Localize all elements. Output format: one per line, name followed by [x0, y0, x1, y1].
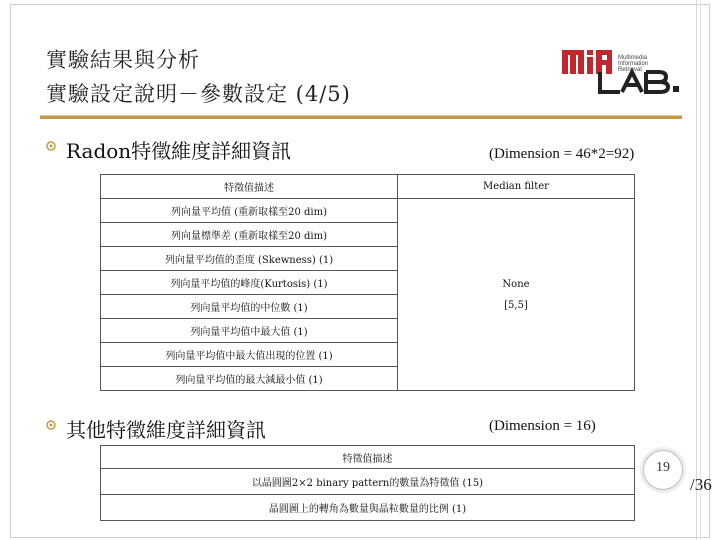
- table-header-median-filter: Median filter: [398, 175, 635, 199]
- logo-mir-mark: [562, 50, 612, 74]
- feature-cell: 列向量平均值中最大值出現的位置 (1): [101, 343, 398, 367]
- logo-dot: [673, 86, 679, 92]
- table-row: [101, 199, 635, 223]
- radon-feature-table: [100, 174, 635, 391]
- section2-dimension: (Dimension = 16): [489, 418, 596, 434]
- median-filter-value-none: None: [502, 278, 530, 290]
- feature-cell: 列向量平均值的中位數 (1): [101, 295, 398, 319]
- feature-cell: 列向量平均值的歪度 (Skewness) (1): [101, 247, 398, 271]
- table-row: [101, 495, 635, 521]
- page-total: /36: [690, 475, 712, 494]
- feature-cell: 列向量平均值的峰度(Kurtosis) (1): [101, 271, 398, 295]
- logo-line1: Multimedia: [618, 55, 648, 61]
- median-filter-value-size: [5,5]: [504, 299, 528, 311]
- slide-subtitle: 實驗設定說明－參數設定 (4/5): [46, 82, 351, 106]
- right-border-line-outer: [700, 0, 701, 540]
- section1-dimension: (Dimension = 46*2=92): [489, 146, 635, 162]
- section2-heading: 其他特徵維度詳細資訊: [66, 418, 266, 442]
- median-filter-value-cell: [398, 199, 635, 391]
- logo-lab-mark: [600, 72, 668, 92]
- mirlab-logo: [560, 42, 690, 98]
- feature-cell: 列向量標準差 (重新取樣至20 dim): [101, 223, 398, 247]
- feature-cell: 以晶圓圖2×2 binary pattern的數量為特徵值 (15): [101, 469, 635, 495]
- feature-cell: 列向量平均值中最大值 (1): [101, 319, 398, 343]
- right-border-line: [696, 0, 697, 540]
- bullet-icon: [46, 141, 56, 151]
- slide-title: 實驗結果與分析: [46, 48, 200, 72]
- feature-cell: 晶圓圖上的轉角為數量與晶粒數量的比例 (1): [101, 495, 635, 521]
- feature-cell: 列向量平均值的最大減最小值 (1): [101, 367, 398, 391]
- feature-cell: 列向量平均值 (重新取樣至20 dim): [101, 199, 398, 223]
- logo-line2: Information: [618, 61, 649, 67]
- table-row: [101, 469, 635, 495]
- title-divider: [40, 115, 682, 119]
- table-header-description: 特徵值描述: [101, 175, 398, 199]
- bullet-icon: [46, 420, 56, 430]
- section1-heading: Radon特徵維度詳細資訊: [66, 139, 292, 163]
- logo-line3: Retrieval: [618, 67, 642, 73]
- other-feature-table: [100, 445, 635, 521]
- table-header-description: 特徵值描述: [101, 446, 635, 469]
- table-header-row: [101, 175, 635, 199]
- page-number-badge: [643, 450, 683, 490]
- table-header-row: [101, 446, 635, 469]
- page-number: 19: [656, 460, 670, 475]
